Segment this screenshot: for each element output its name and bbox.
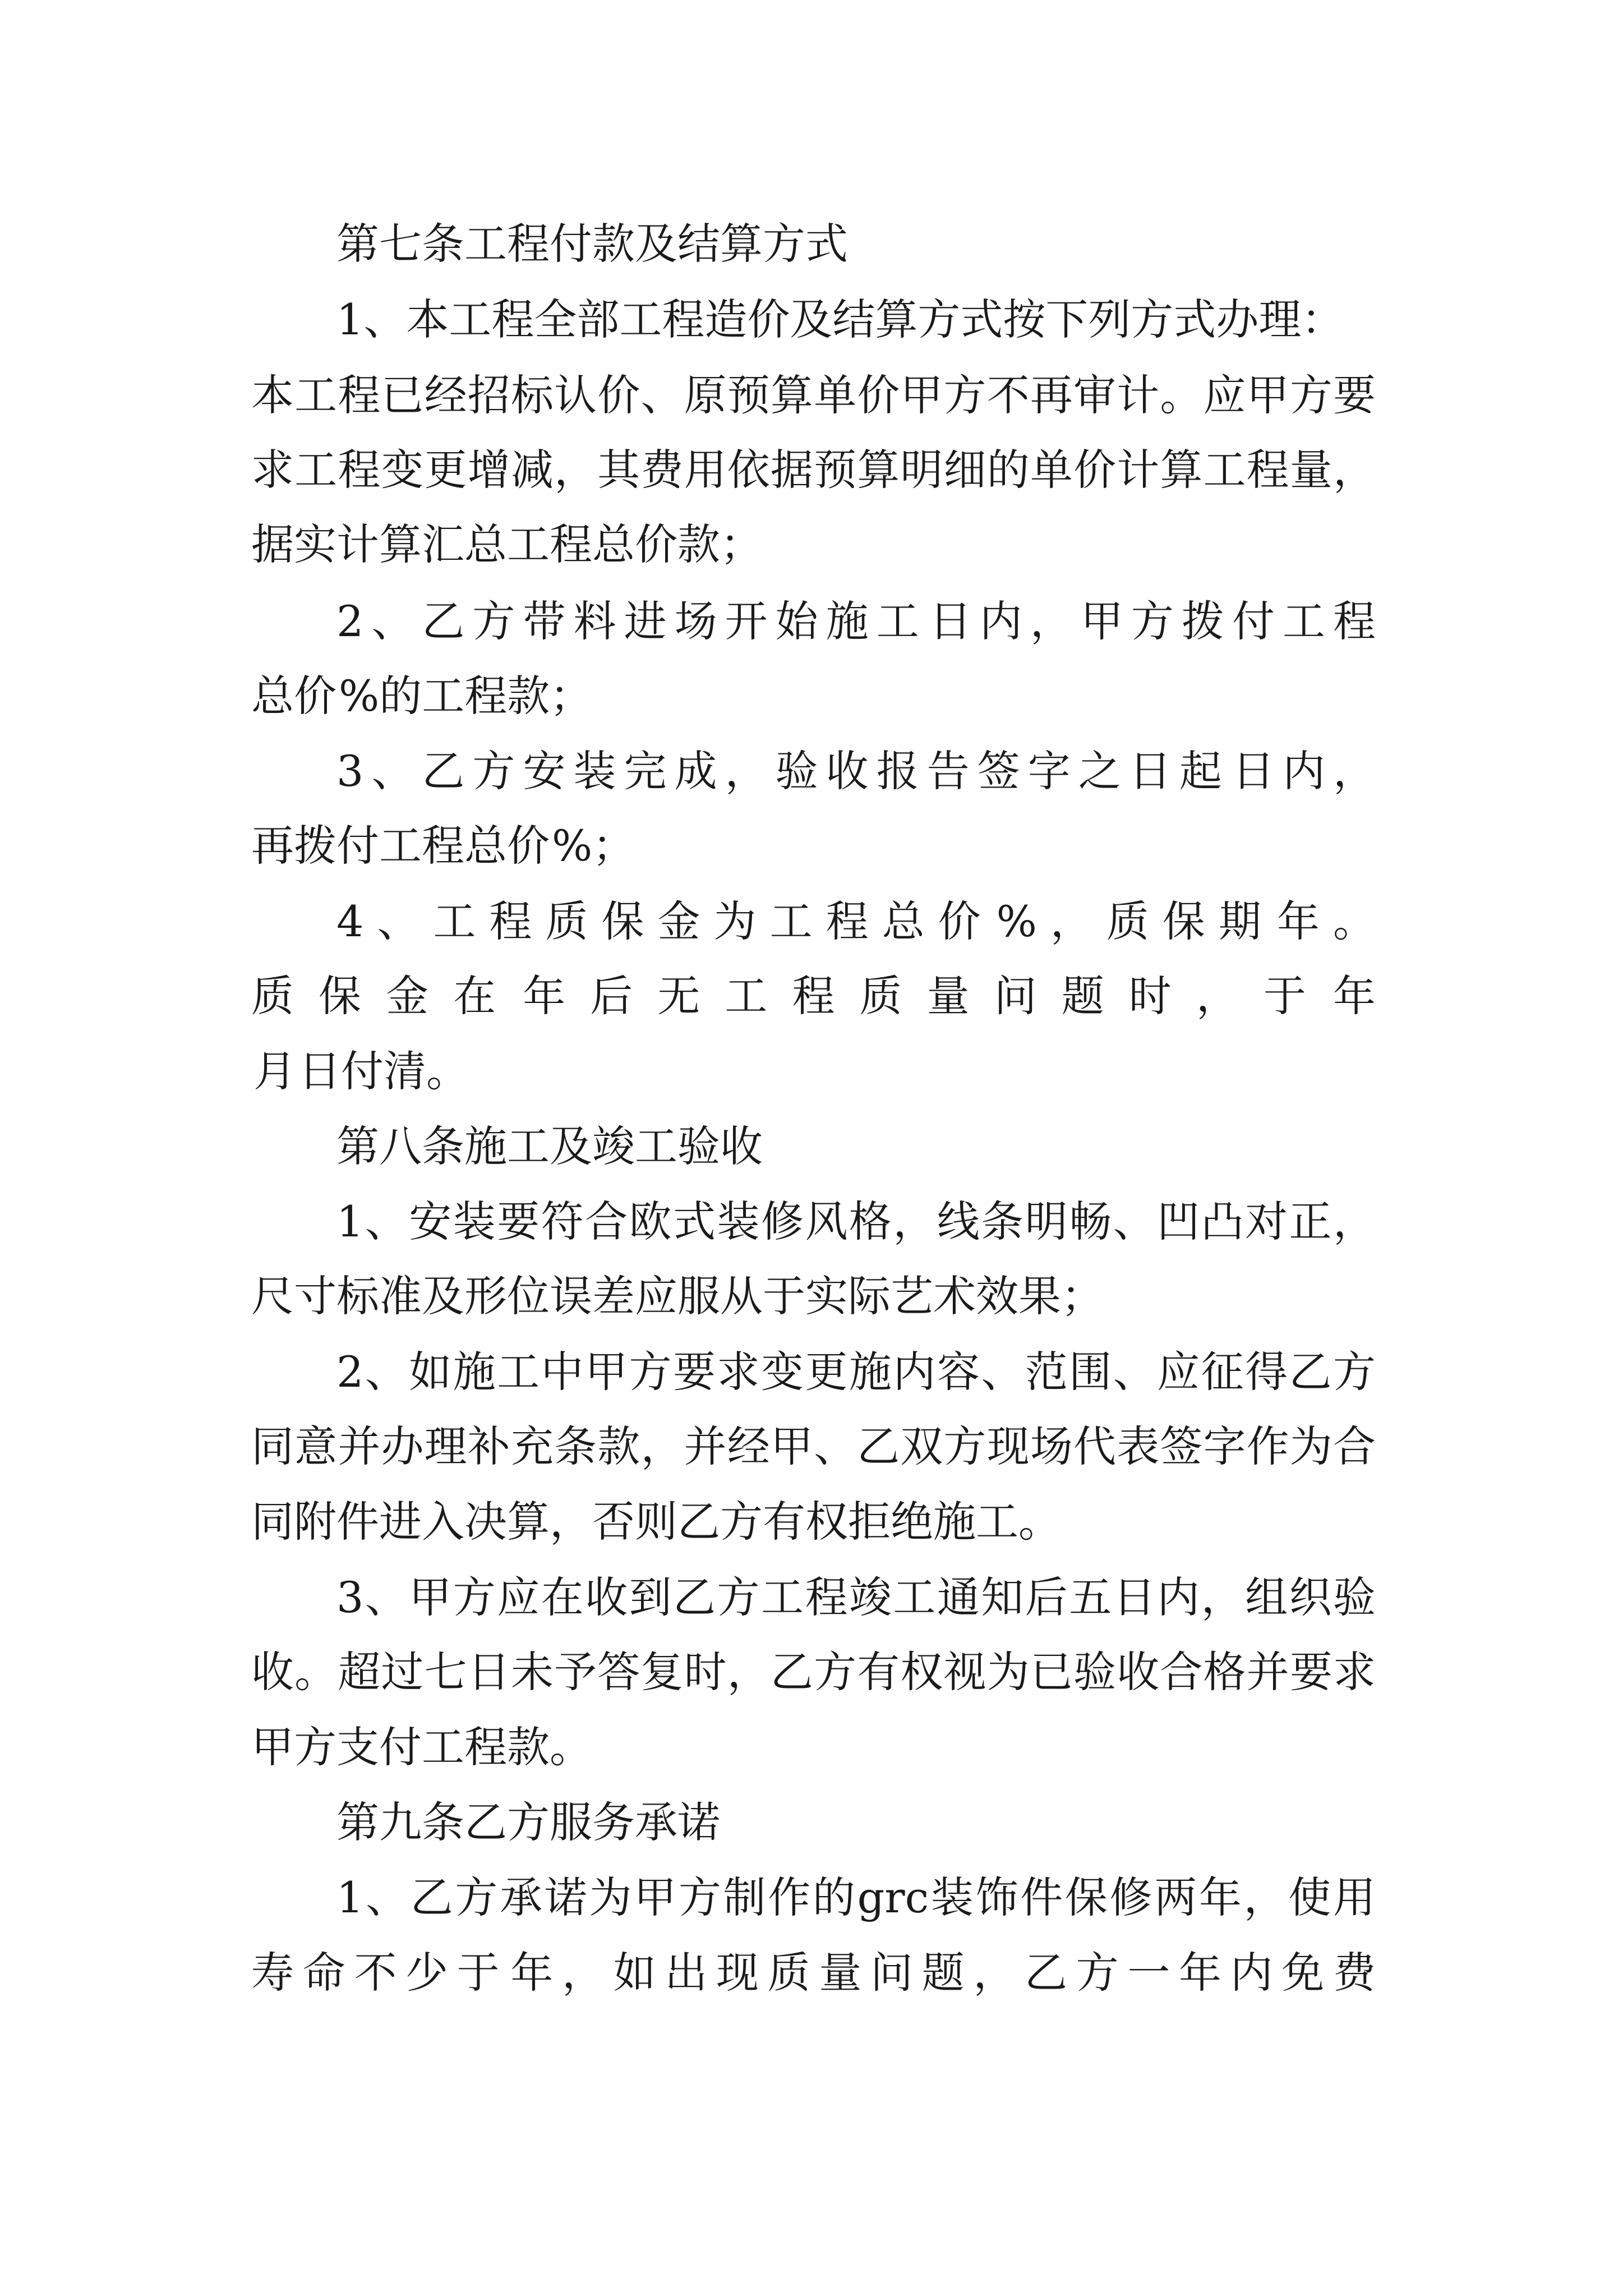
text-line <box>251 1711 592 1784</box>
text-line <box>336 885 1376 958</box>
text-segment: 4、工程质保金为工程总价 <box>336 896 994 946</box>
text-line <box>251 960 1376 1033</box>
text-line <box>336 585 1376 658</box>
text-segment: 1、安装要符合欧式装修风格，线条明畅、凹凸对正， <box>336 1197 1376 1246</box>
text-segment: 2、乙方带料进场开始施工 <box>336 596 927 646</box>
text-segment: 第七条工程付款及结算方式 <box>336 219 848 269</box>
text-segment: 月 <box>253 1046 296 1096</box>
text-line <box>336 283 1344 356</box>
text-segment: 年。 <box>1276 896 1376 946</box>
text-line <box>251 1485 1061 1558</box>
text-segment: 日付清。 <box>298 1046 469 1096</box>
text-line <box>251 1035 469 1108</box>
text-segment: 1、本工程全部工程造价及结算方式按下列方式办理： <box>336 295 1344 344</box>
text-segment: 第八条施工及竣工验收 <box>336 1121 763 1171</box>
text-line <box>251 359 1376 432</box>
text-line <box>336 735 1376 808</box>
text-line <box>251 809 635 882</box>
text-segment: 第九条乙方服务承诺 <box>336 1797 720 1847</box>
text-segment: 3、乙方安装完成，验收报告签字之日起 <box>336 746 1230 796</box>
text-segment: 年 <box>1333 971 1376 1021</box>
text-line <box>251 434 1376 507</box>
text-segment: 再拨付工程总价 <box>251 821 550 871</box>
text-segment: 年，如出现质量问题，乙方一年内免费 <box>510 1948 1376 1998</box>
text-segment: 据实计算汇总工程总价款； <box>251 519 763 569</box>
text-segment: 年后无工程质量问题时，于 <box>523 971 1331 1021</box>
text-line <box>251 660 592 733</box>
text-segment: 尺寸标准及形位误差应服从于实际艺术效果； <box>251 1271 1104 1321</box>
text-line <box>336 1861 1376 1934</box>
text-segment: 收。超过七日未予答复时，乙方有权视为已验收合格并要求 <box>251 1647 1376 1697</box>
text-segment: 同意并办理补充条款，并经甲、乙双方现场代表签字作为合 <box>251 1421 1376 1471</box>
text-segment: 3、甲方应在收到乙方工程竣工通知后五日内，组织验 <box>336 1572 1376 1622</box>
text-segment: 日内，甲方拨付工程 <box>929 596 1376 646</box>
text-line <box>336 1110 763 1183</box>
text-segment: 寿命不少于 <box>251 1948 509 1998</box>
text-segment: 质保金在 <box>251 971 521 1021</box>
text-segment: %； <box>552 821 635 871</box>
text-segment: 2、如施工中甲方要求变更施内容、范围、应征得乙方 <box>336 1347 1376 1397</box>
text-line <box>251 1410 1376 1483</box>
text-line <box>251 1260 1104 1333</box>
text-segment: 总价 <box>251 671 336 721</box>
text-line <box>251 1936 1376 2009</box>
text-line <box>336 1561 1376 1634</box>
text-segment: 同附件进入决算，否则乙方有权拒绝施工。 <box>251 1497 1061 1547</box>
text-segment: 甲方支付工程款。 <box>251 1722 592 1772</box>
text-line <box>251 508 763 581</box>
text-line <box>336 208 848 280</box>
text-segment: %的工程款； <box>339 671 593 721</box>
text-segment: 本工程已经招标认价、原预算单价甲方不再审计。应甲方要 <box>251 370 1376 420</box>
text-line <box>336 1786 720 1859</box>
text-segment: 1、乙方承诺为甲方制作的grc装饰件保修两年，使用 <box>336 1872 1376 1922</box>
text-segment: 求工程变更增减，其费用依据预算明细的单价计算工程量， <box>251 445 1376 495</box>
text-line <box>336 1185 1376 1258</box>
text-line <box>251 1636 1376 1709</box>
text-segment: 日内， <box>1232 746 1376 796</box>
text-segment: %，质保期 <box>996 896 1275 946</box>
text-line <box>336 1336 1376 1409</box>
